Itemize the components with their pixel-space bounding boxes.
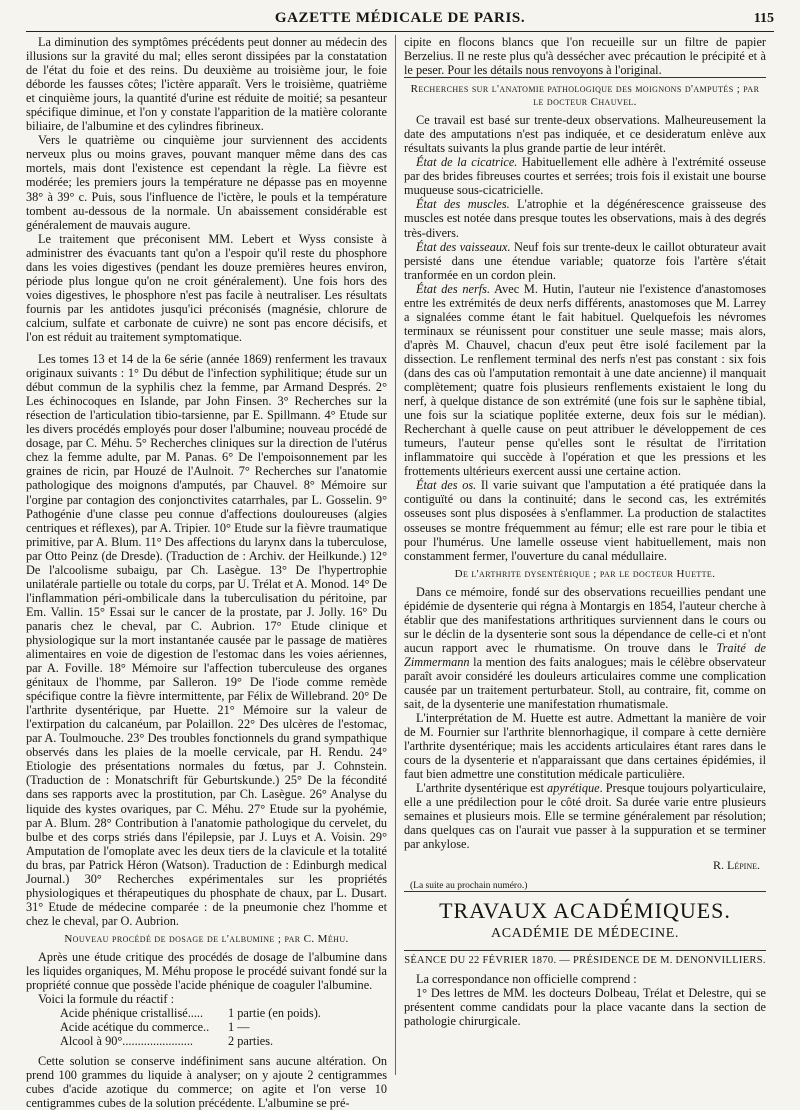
section-title: Nouveau procédé de dosage de l'albumine ; par C. Méhu.	[64, 932, 349, 945]
journal-title: GAZETTE MÉDICALE DE PARIS.	[274, 10, 526, 26]
paragraph: Vers le quatrième ou cinquième jour surviennent des accidents nerveux plus ou moins graves, pouvant manquer même dans des cas mortels, mais dont l'existence est cependant la règle. La fièvre est modérée; les premiers jours la température ne dépasse pas en moyenne 38° à 39° c. Puis, sous l'influence de l'ictère, le pouls et la température tombent au-dessous de la normale. Un abaissement considérable est généralement de mauvais augure.	[26, 133, 387, 232]
left-column	[26, 35, 396, 1110]
paragraph: Cette solution se conserve indéfiniment sans aucune altération. On prend 100 grammes du liquide à analyser; on y ajoute 2 centigrammes cubes d'acide azotique du commerce; on agite et l'on verse 10 centigrammes cubes de la solution précédente. L'albumine se pré-	[26, 1054, 387, 1110]
paragraph: État des nerfs. Avec M. Hutin, l'auteur nie l'existence d'anastomoses entre les extrémités de deux nerfs différents, anastomoses que M. Larrey a signalées comme étant le fait habituel. Quelquefois les névromes terminaux se réunissent pour constituer une seule masse; mais alors, d'après M. Chauvel, chacun d'eux peut être isolé facilement par la dissection. Le renflement terminal des nerfs n'est pas constant : six fois (dans des cas où l'amputation remontait à une date ancienne) il manquait complètement; quatre fois plusieurs renflements existaient le long du nerf, à quelque distance de son extrémité (une fois sur le saphène tibial, une fois sur la sciatique poplitée externe, deux fois sur le médian). Recherchant à quelle cause on peut attribuer le développement de ces tumeurs, l'auteur pense qu'elles sont le résultat de l'irritation inflammatoire qui succède à l'opération et que les pressions et les frottements ultérieurs exercent aussi une certaine action.	[404, 281, 766, 479]
paragraph: État de la cicatrice. Habituellement elle adhère à l'extrémité osseuse par des brides fibreuses courtes et serrées; trois fois il existait une bourse muqueuse sous-cicatricielle.	[404, 155, 767, 198]
section-title: Recherches sur l'anatomie pathologique des moignons d'amputés ; par le docteur Chauvel.	[410, 83, 760, 109]
paragraph: Voici la formule du réactif :	[38, 992, 175, 1007]
paragraph: Après une étude critique des procédés de dosage de l'albumine dans les liquides organiques, M. Méhu propose le procédé suivant fondé sur la propriété connue que possède l'acide phénique de coaguler l'albumine.	[26, 949, 387, 993]
paragraph: État des muscles. L'atrophie et la dégénérescence graisseuse des muscles est notée dans presque toutes les observations, mais à des degrés très-divers.	[404, 197, 767, 240]
formula-table	[26, 1006, 387, 1048]
right-column	[396, 35, 766, 1075]
divider	[404, 891, 766, 892]
paragraph: L'arthrite dysentérique est apyrétique. Presque toujours polyarticulaire, elle a une prédilection pour le côté droit. Sa durée varie entre plusieurs semaines et plusieurs mois. Elle se termine généralement par résolution; dans quelques cas on l'aurait vue passer à la suppuration et se terminer par ankylose.	[404, 781, 766, 852]
paragraph: État des vaisseaux. Neuf fois sur trente-deux le caillot obturateur avait persisté dans une étendue variable; quatorze fois l'artère s'était tranformée en un cordon plein.	[404, 239, 766, 282]
paragraph: Les tomes 13 et 14 de la 6e série (année 1869) renferment les travaux originaux suivants : 1° Du début de l'infection syphilitique; étude sur un début commun de la syphilis chez la femme, par Armand Després. 2° Les échinocoques en Islande, par John Finsen. 3° Recherches sur la résection de l'articulation tibio-tarsienne, par E. Spillmann. 4° Etude sur les divers procédés employés pour doser l'albumine; nouveau procédé de dosage, par C. Méhu. 5° Recherches cliniques sur la direction de l'utérus chez la femme adulte, par M. Panas. 6° De l'empoisonnement par les graines de ricin, par Houzé de l'Aulnoit. 7° Recherches sur l'anatomie pathologique des moignons d'amputés, par Chauvel. 8° Mémoire sur l'orgine par contagion des conjonctivites catarrhales, par L. Gosselin. 9° Pathogénie d'une classe peu connue d'affections douloureuses (algies centriques et réflexes), par A. Tripier. 10° Etude sur la fièvre traumatique primitive, par A. Blum. 11° Des affections du larynx dans la tuberculose, par Otto Peinz (de Dresde). (Traduction de : Archiv. der Heilkunde.) 12° De l'alcoolisme subaigu, par Ch. Lasègue. 13° De l'hypertrophie unilatérale partielle ou totale du corps, par U. Trélat et A. Monod. 14° De l'inflammation péri-ombilicale dans la tuberculisation du péritoine, par Em. Vallin. 15° Essai sur le cancer de la prostate, par J. Jolly. 16° Du panaris chez le cheval, par C. Aubrion. 17° Etude clinique et physiologique sur la mort instantanée causée par le passage de matières alimentaires en voie de digestion de l'estomac dans les voies aériennes, par A. Foville. 18° Mémoire sur l'affection tuberculeuse des organes génitaux de l'homme, par Salleron. 19° De l'iode comme remède spécifique contre la fièvre intermittente, par Félix de Willebrand. 20° De l'arthrite dysentérique, par Huette. 21° Mémoire sur la valeur de l'extirpation du calcanéum, par Polaillon. 22° Des ulcères de l'estomac, par A. Toulmouche. 23° Des troubles fonctionnels du grand sympathique observés dans les plaies de la moelle cervicale, par H. Rendu. 24° Etiologie des présentations normales du fœtus, par J. Cohnstein. (Traduction de : Monatschrift für Geburtskunde.) 25° De la fécondité dans ses rapports avec la prostitution, par Ch. Lasègue. 26° Analyse du liquide des kystes ovariques, par C. Méhu. 27° Etude sur la pyohémie, par A. Blum. 28° Contribution à l'anatomie pathologique du cervelet, du bulbe et des corps striés dans l'épilepsie, par J. Luys et A. Voisin. 29° Amputation de l'omoplate avec les deux tiers de la clavicule et la totalité du bras, par Patrick Héron (Watson). Traduction de : Edinburgh medical Journal.) 30° Recherches expérimentales sur les propriétés physiologiques et thérapeutiques du phosphate de chaux, par L. Dusart. 31° Etude de médecine comparée : de la pneumonie chez l'homme et chez le cheval, par O. Aubrion.	[26, 352, 387, 928]
session-line: SÉANCE DU 22 FÉVRIER 1870. — PRÉSIDENCE DE M. DENONVILLIERS.	[404, 954, 766, 966]
text-columns	[26, 35, 774, 1110]
page-number: 115	[753, 11, 774, 26]
formula-row: Alcool à 90°....................... 2 parties.	[60, 1034, 274, 1049]
section-heading: TRAVAUX ACADÉMIQUES.	[439, 897, 731, 923]
formula-row: Acide acétique du commerce.. 1 —	[60, 1020, 250, 1035]
paragraph: Dans ce mémoire, fondé sur des observations recueillies pendant une épidémie de dysenterie qui régna à Montargis en 1854, l'auteur cherche à établir que des manifestations arthritiques surviennent dans le cours ou sur le déclin de la dysenterie sont sous la dépendance de celle-ci et n'ont aucun rapport avec le rhumatisme. On trouve dans le Traité de Zimmermann la mention des faits analogues; mais le célèbre observateur paraît avoir considéré les douleurs articulaires comme une complication causée par un traitement perturbateur. Stoll, au contraire, fit, comme on sait, de la dysenterie une manifestation rhumatismale.	[404, 584, 766, 712]
section-subheading: ACADÉMIE DE MÉDECINE.	[491, 925, 679, 941]
divider	[404, 77, 766, 78]
paragraph: La diminution des symptômes précédents peut donner au médecin des illusions sur la gravité du mal; elles seront dissipées par la constatation de l'état du foie et des reins. Du deuxième au troisième jour, le foie déborde les fausses côtes; l'ictère apparaît. Vers le troisième, quatrième et cinquième jours, la quantité d'urine est réduite de moitié; sa pesanteur spécifique diminue, et l'on y constate l'apparition de la matière colorante biliaire, de l'albumine et des cylindres fibrineux.	[26, 35, 387, 134]
paragraph: L'interprétation de M. Huette est autre. Admettant la manière de voir de M. Fournier sur l'arthrite blennorhagique, il compare à cette dernière l'arthrite dysentérique; mais les accidents articulaires étant rares dans le cours de la dysenterie et n'apparaissant que dans certaines épidémies, il faut bien admettre une constitution médicale particulière.	[404, 711, 766, 782]
section-title: De l'arthrite dysentérique ; par le docteur Huette.	[454, 567, 716, 580]
formula-row: Acide phénique cristallisé..... 1 partie (en poids).	[60, 1006, 321, 1021]
paragraph: Le traitement que préconisent MM. Lebert et Wyss consiste à administrer des évacuants tant qu'on a l'espoir qu'il reste du phosphore dans les voies digestives (pendant les douze premières heures environ, période plus longue qu'on ne croit généralement). Une fois hors des voies digestives, le phosphore n'est pas facile à neutraliser. Les résultats fournis par les antidotes jusqu'ici préconisés (magnésie, chlorure de calcium, sulfate et carbonate de cuivre) ne sont pas encore décisifs, et l'on est réduit au traitement symptomatique.	[26, 231, 387, 344]
paragraph: État des os. Il varie suivant que l'amputation a été pratiquée dans la contiguïté ou dans la continuité; dans le second cas, les extrémités osseuses sont plus disposées à s'enflammer. La production de stalactites osseuses se montre fréquemment au fémur; elle est rare pour le tibia et pour l'humérus. Une lamelle osseuse vient habituellement, mais non constamment fermer, l'ouverture du canal médullaire.	[404, 478, 766, 563]
divider	[404, 950, 766, 951]
continued-note: (La suite au prochain numéro.)	[410, 880, 528, 891]
page-header	[26, 10, 774, 32]
paragraph: La correspondance non officielle comprend :	[416, 971, 637, 986]
paragraph: 1° Des lettres de MM. les docteurs Dolbeau, Trélat et Delestre, qui se présentent comme candidats pour la place vacante dans la section de pathologie chirurgicale.	[404, 985, 766, 1028]
author-signature: R. Lépine.	[713, 857, 760, 872]
paragraph: Ce travail est basé sur trente-deux observations. Malheureusement la date des amputations n'est pas indiquée, et ce desideratum enlève aux résultats suivants la plus grande partie de leur intérêt.	[404, 113, 766, 156]
paragraph: cipite en flocons blancs que l'on recueille sur un filtre de papier Berzelius. Il ne reste plus qu'à dessécher avec précaution le précipité et à le peser. Pour les détails nous renvoyons à l'original.	[404, 35, 766, 78]
